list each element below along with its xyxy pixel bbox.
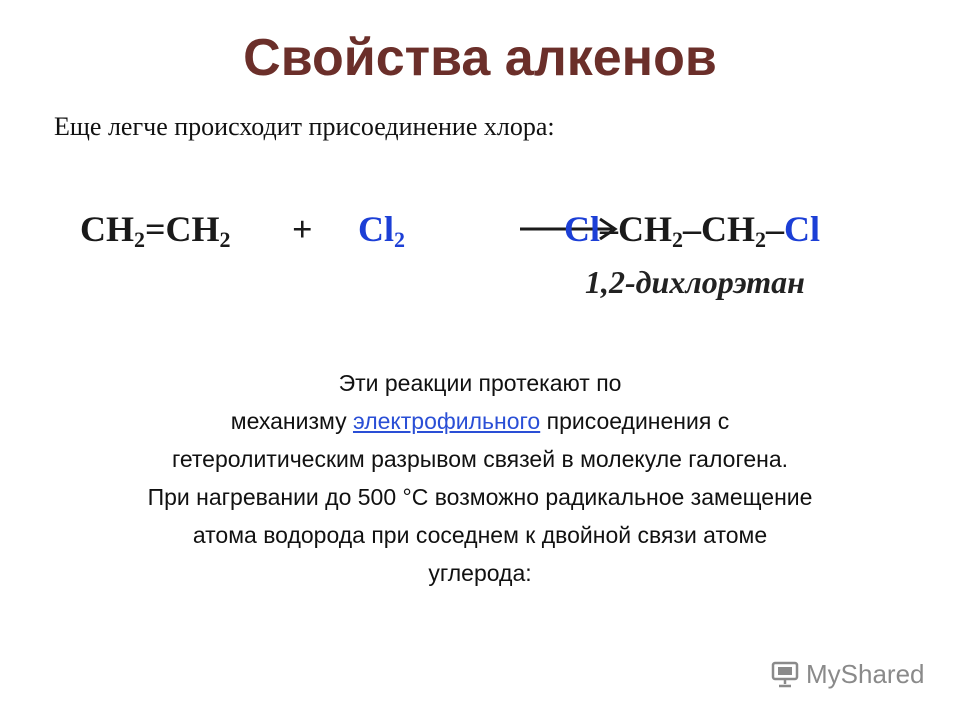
body-line: атома водорода при соседнем к двойной связи атоме	[192, 522, 768, 548]
reactant-ethylene: $CH_2=CH_2$	[80, 209, 231, 252]
presentation-icon	[770, 659, 800, 689]
watermark	[770, 654, 925, 694]
product-dichloroethane: $Cl-CH_2-CH_2-Cl$	[564, 209, 820, 252]
plus-sign: +	[292, 209, 313, 249]
watermark-text: MyShared	[806, 658, 925, 689]
body-line: механизму электрофильного присоединения с	[230, 408, 730, 434]
intro-text: Еще легче происходит присоединение хлора:	[54, 112, 555, 141]
slide-title: Свойства алкенов	[243, 29, 717, 87]
body-line: углерода:	[428, 560, 532, 586]
body-line: гетеролитическим разрывом связей в молекуле галогена.	[171, 446, 788, 472]
electrophilic-link[interactable]: электрофильного	[352, 408, 541, 434]
product-name: 1,2-дихлорэтан	[585, 264, 805, 300]
reagent-chlorine: $Cl_2$	[358, 209, 405, 252]
body-paragraph	[40, 364, 920, 592]
reaction-equation	[80, 200, 900, 310]
body-line: Эти реакции протекают по	[338, 370, 622, 396]
body-line: При нагревании до 500 °С возможно радикальное замещение	[147, 484, 813, 510]
